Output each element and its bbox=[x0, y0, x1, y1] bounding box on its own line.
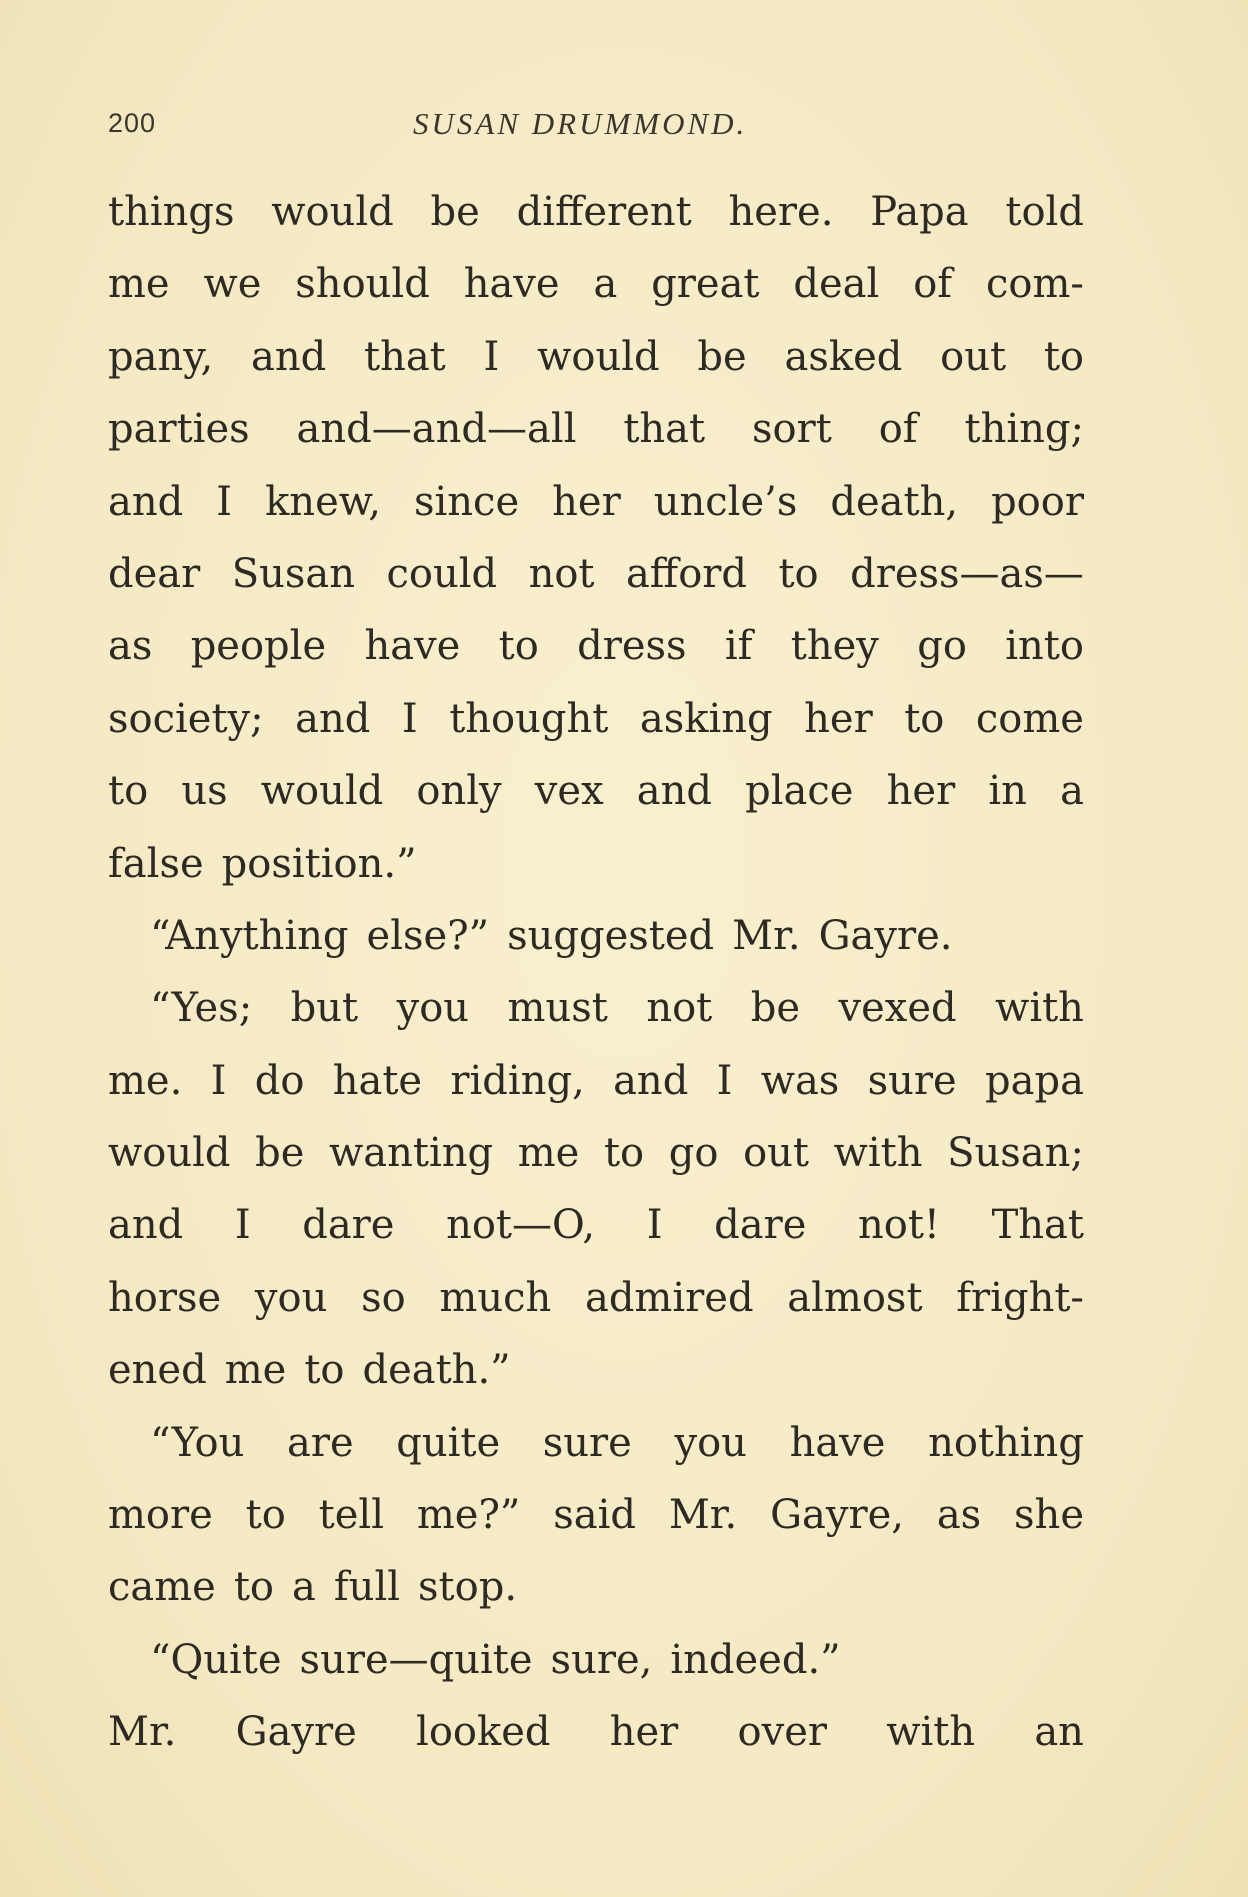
word: came bbox=[108, 1564, 216, 1611]
word: sort bbox=[752, 406, 832, 453]
word: suggested bbox=[507, 912, 715, 959]
word: be bbox=[750, 985, 800, 1032]
word: so bbox=[361, 1274, 406, 1321]
word: Gayre, bbox=[770, 1492, 904, 1539]
word: Mr. bbox=[732, 912, 801, 959]
word: to bbox=[304, 1347, 345, 1394]
word: great bbox=[651, 261, 760, 308]
word: Gayre bbox=[235, 1709, 357, 1756]
word: not bbox=[646, 985, 713, 1032]
word: they bbox=[790, 623, 879, 670]
word: to bbox=[778, 550, 819, 597]
body-text bbox=[108, 176, 1084, 1769]
word: here. bbox=[728, 189, 834, 235]
word: sure—quite bbox=[299, 1636, 533, 1683]
word: would bbox=[108, 1130, 231, 1177]
word: her bbox=[609, 1709, 679, 1756]
text-line bbox=[108, 1551, 1084, 1623]
word: deal bbox=[793, 261, 880, 308]
text-line bbox=[108, 1334, 1084, 1406]
text-line bbox=[108, 610, 1084, 682]
word: you bbox=[254, 1274, 328, 1321]
text-line bbox=[108, 321, 1084, 393]
word: a bbox=[593, 261, 618, 308]
word: Susan bbox=[231, 550, 356, 597]
word: tell bbox=[318, 1492, 384, 1539]
text-line bbox=[108, 466, 1084, 538]
word: in bbox=[988, 768, 1027, 815]
word: ened bbox=[108, 1347, 207, 1394]
word: com- bbox=[985, 261, 1084, 308]
word: hate bbox=[332, 1057, 423, 1104]
word: a bbox=[1060, 768, 1084, 815]
word: was bbox=[760, 1057, 840, 1104]
text-line bbox=[108, 248, 1084, 320]
word: and bbox=[636, 768, 712, 815]
word: me bbox=[224, 1347, 287, 1394]
word: of bbox=[913, 261, 953, 308]
word: to bbox=[603, 1130, 645, 1177]
word: as bbox=[108, 623, 153, 670]
word: have bbox=[463, 261, 560, 308]
word: her bbox=[804, 695, 873, 742]
text-line bbox=[108, 1479, 1084, 1551]
text-line bbox=[108, 1624, 1084, 1696]
word: dress—as— bbox=[850, 550, 1084, 597]
word: come bbox=[975, 695, 1084, 742]
word: be bbox=[255, 1130, 305, 1177]
word: to bbox=[233, 1564, 275, 1611]
text-line bbox=[108, 1117, 1084, 1189]
word: horse bbox=[108, 1274, 222, 1321]
word: dear bbox=[108, 550, 201, 597]
word: to bbox=[904, 695, 945, 742]
word: a bbox=[292, 1564, 316, 1611]
word: that bbox=[623, 406, 706, 453]
word: and bbox=[613, 1057, 689, 1104]
word: different bbox=[516, 189, 692, 235]
text-line bbox=[108, 393, 1084, 465]
word: to bbox=[498, 623, 539, 670]
word: vexed bbox=[838, 985, 957, 1032]
text-line bbox=[108, 176, 1084, 248]
word: only bbox=[416, 768, 502, 815]
word: to bbox=[108, 768, 149, 815]
word: and bbox=[251, 333, 327, 380]
word: dare bbox=[714, 1202, 807, 1249]
word: us bbox=[181, 768, 228, 815]
text-line bbox=[108, 1696, 1084, 1768]
word: have bbox=[789, 1419, 886, 1466]
word: almost bbox=[787, 1274, 923, 1321]
word: parties bbox=[108, 406, 250, 453]
word: wanting bbox=[329, 1130, 494, 1177]
word: Susan; bbox=[947, 1130, 1084, 1177]
word: into bbox=[1005, 623, 1084, 670]
word: indeed.” bbox=[670, 1636, 841, 1683]
page-number: 200 bbox=[108, 108, 157, 138]
word: me. bbox=[108, 1057, 183, 1104]
running-head bbox=[108, 108, 1084, 148]
running-title: SUSAN DRUMMOND. bbox=[413, 106, 748, 141]
word: position.” bbox=[221, 840, 417, 887]
word: Gayre. bbox=[818, 912, 953, 959]
word: Mr. bbox=[108, 1709, 177, 1756]
word: uncle’s bbox=[653, 478, 798, 525]
word: told bbox=[1005, 189, 1084, 235]
word: death.” bbox=[362, 1347, 511, 1394]
word: be bbox=[430, 189, 480, 235]
word: nothing bbox=[928, 1419, 1084, 1466]
word: not—O, bbox=[446, 1202, 596, 1249]
word: are bbox=[286, 1419, 354, 1466]
word: thought bbox=[449, 695, 609, 742]
word: “Anything bbox=[150, 912, 349, 959]
word: stop. bbox=[418, 1564, 518, 1611]
word: not! bbox=[858, 1202, 940, 1249]
word: I bbox=[216, 478, 233, 525]
text-line bbox=[108, 1262, 1084, 1334]
word: society; bbox=[108, 695, 264, 742]
word: out bbox=[940, 333, 1007, 380]
word: me bbox=[517, 1130, 580, 1177]
word: me?” bbox=[416, 1492, 521, 1539]
word: that bbox=[364, 333, 446, 380]
word: should bbox=[295, 261, 430, 308]
word: “Quite bbox=[150, 1636, 282, 1683]
word: if bbox=[724, 623, 753, 670]
word: her bbox=[552, 478, 621, 525]
text-line bbox=[108, 900, 1084, 972]
word: knew, bbox=[265, 478, 381, 525]
word: an bbox=[1034, 1709, 1084, 1756]
word: things bbox=[108, 189, 235, 235]
word: since bbox=[413, 478, 520, 525]
word: pany, bbox=[108, 333, 214, 380]
word: her bbox=[886, 768, 956, 815]
word: as bbox=[936, 1492, 982, 1539]
text-line bbox=[108, 972, 1084, 1044]
word: “You bbox=[150, 1419, 245, 1466]
word: over bbox=[737, 1709, 828, 1756]
word: dare bbox=[302, 1202, 395, 1249]
word: full bbox=[333, 1564, 401, 1611]
word: looked bbox=[416, 1709, 551, 1756]
word: out bbox=[743, 1130, 809, 1177]
text-line bbox=[108, 1045, 1084, 1117]
word: much bbox=[439, 1274, 552, 1321]
word: do bbox=[254, 1057, 305, 1104]
word: I bbox=[210, 1057, 227, 1104]
text-line bbox=[108, 1407, 1084, 1479]
word: riding, bbox=[450, 1057, 585, 1104]
word: papa bbox=[985, 1057, 1084, 1104]
word: I bbox=[483, 333, 500, 380]
word: and bbox=[108, 1202, 184, 1249]
word: me bbox=[108, 261, 170, 308]
word: else?” bbox=[366, 912, 490, 959]
word: poor bbox=[991, 478, 1084, 525]
word: That bbox=[991, 1202, 1084, 1249]
word: I bbox=[234, 1202, 251, 1249]
word: I bbox=[646, 1202, 663, 1249]
word: would bbox=[537, 333, 660, 380]
word: Mr. bbox=[668, 1492, 738, 1539]
word: “Yes; bbox=[150, 985, 253, 1032]
word: could bbox=[386, 550, 498, 597]
word: with bbox=[886, 1709, 976, 1756]
word: to bbox=[1043, 333, 1084, 380]
word: she bbox=[1014, 1492, 1084, 1539]
word: have bbox=[364, 623, 461, 670]
word: go bbox=[668, 1130, 719, 1177]
word: of bbox=[878, 406, 918, 453]
word: be bbox=[697, 333, 747, 380]
word: false bbox=[108, 840, 204, 887]
word: asking bbox=[639, 695, 773, 742]
word: to bbox=[245, 1492, 286, 1539]
word: with bbox=[833, 1130, 923, 1177]
word: Papa bbox=[870, 189, 969, 235]
word: we bbox=[203, 261, 262, 308]
word: and bbox=[108, 478, 184, 525]
word: afford bbox=[625, 550, 748, 597]
text-line bbox=[108, 1189, 1084, 1261]
word: sure bbox=[867, 1057, 957, 1104]
word: I bbox=[716, 1057, 733, 1104]
word: and—and—all bbox=[296, 406, 577, 453]
word: would bbox=[271, 189, 394, 235]
text-line bbox=[108, 538, 1084, 610]
word: I bbox=[401, 695, 418, 742]
text-line bbox=[108, 683, 1084, 755]
text-line bbox=[108, 828, 1084, 900]
word: but bbox=[290, 985, 359, 1032]
word: must bbox=[507, 985, 608, 1032]
word: fright- bbox=[956, 1274, 1084, 1321]
word: and bbox=[295, 695, 371, 742]
word: death, bbox=[830, 478, 959, 525]
word: you bbox=[396, 985, 470, 1032]
word: asked bbox=[784, 333, 903, 380]
word: people bbox=[190, 623, 327, 670]
word: more bbox=[108, 1492, 213, 1539]
word: with bbox=[995, 985, 1084, 1032]
word: admired bbox=[584, 1274, 754, 1321]
word: place bbox=[745, 768, 854, 815]
word: sure bbox=[542, 1419, 632, 1466]
word: would bbox=[260, 768, 384, 815]
word: thing; bbox=[964, 406, 1084, 453]
word: not bbox=[528, 550, 595, 597]
word: vex bbox=[534, 768, 604, 815]
word: sure, bbox=[550, 1636, 653, 1683]
word: you bbox=[674, 1419, 747, 1466]
word: dress bbox=[577, 623, 687, 670]
word: said bbox=[553, 1492, 636, 1539]
word: go bbox=[917, 623, 967, 670]
word: quite bbox=[396, 1419, 501, 1466]
text-line bbox=[108, 755, 1084, 827]
